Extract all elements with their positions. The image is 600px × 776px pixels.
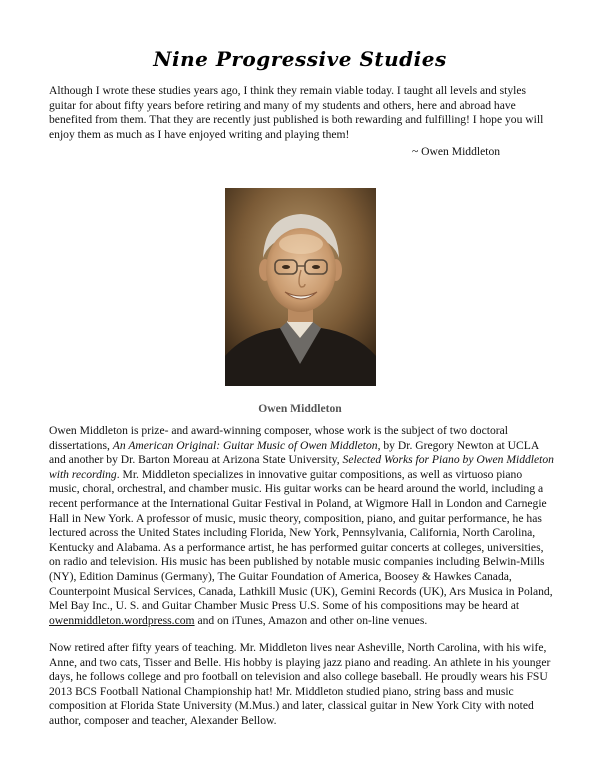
- bio-text-segment: , by Dr. Gregory Newton at UCLA and another by Dr. Barton Moreau at Arizona State University,: [49, 438, 539, 467]
- dissertation-title-2: Selected Works for Piano by Owen Middleton with recording: [49, 453, 554, 481]
- bio-paragraph-1: [49, 424, 554, 628]
- signature: ~ Owen Middleton: [412, 145, 501, 158]
- bio-text-segment: . Mr. Middleton specializes in innovative guitar compositions, as well as virtuoso piano music, choral, orchestral, and chamber music. His guitar works can be heard around the world, including a recent performance at the International Guitar Festival in Poland, at Wigmore Hall in London and Carnegie Hall in New York. A professor of music, music theory, composition, piano, and guitar performance, he has lectured across the United States including Florida, New York, Pennsylvania, California, North Carolina, Kentucky and Alabama. As a performance artist, he has performed guitar concerts at colleges, universities, on radio and television. His music has been published by notable music companies including Belwin-Mills (NY), Edition Daminus (Germany), The Guitar Foundation of America, Boosey & Hawkes Canada, Counterpoint Musical Services, Canada, Lathkill Music (UK), Gemini Records (UK), Ars Musica in Poland, Mel Bay Inc., U. S. and Guitar Chamber Music Press U.S. Some of his compositions may be heard at: [49, 467, 553, 613]
- page-title: Nine Progressive Studies: [153, 47, 447, 71]
- intro-paragraph: Although I wrote these studies years ago, I think they remain viable today. I taught all levels and styles guitar for about fifty years before retiring and many of my students and others, here and abroad have benefited from them. That they are recently just published is both rewarding and fulfilling! I hope you will enjoy them as much as I have enjoyed writing and playing them!: [49, 84, 544, 141]
- portrait-photo: [225, 188, 376, 386]
- bio-paragraph-2: Now retired after fifty years of teaching. Mr. Middleton lives near Asheville, North Carolina, with his wife, Anne, and two cats, Tisser and Belle. His hobby is playing jazz piano and reading. An athlete in his younger days, he follows college and pro football on television and also college baseball. He proudly wears his FSU 2013 BCS Football National Championship hat! Mr. Middleton studied piano, string bass and music composition at Florida State University (M.Mus.) and later, classical guitar in New York City with noted author, composer and teacher, Alexander Bellow.: [49, 641, 551, 727]
- photo-caption: Owen Middleton: [258, 402, 342, 415]
- dissertation-title-1: An American Original: Guitar Music of Owen Middleton: [112, 438, 378, 452]
- website-link[interactable]: owenmiddleton.wordpress.com: [49, 613, 195, 627]
- bio-text-segment: Owen Middleton is prize- and award-winning composer, whose work is the subject of two doctoral dissertations,: [49, 424, 508, 452]
- bio-text-segment: and on iTunes, Amazon and other on-line venues.: [194, 613, 428, 627]
